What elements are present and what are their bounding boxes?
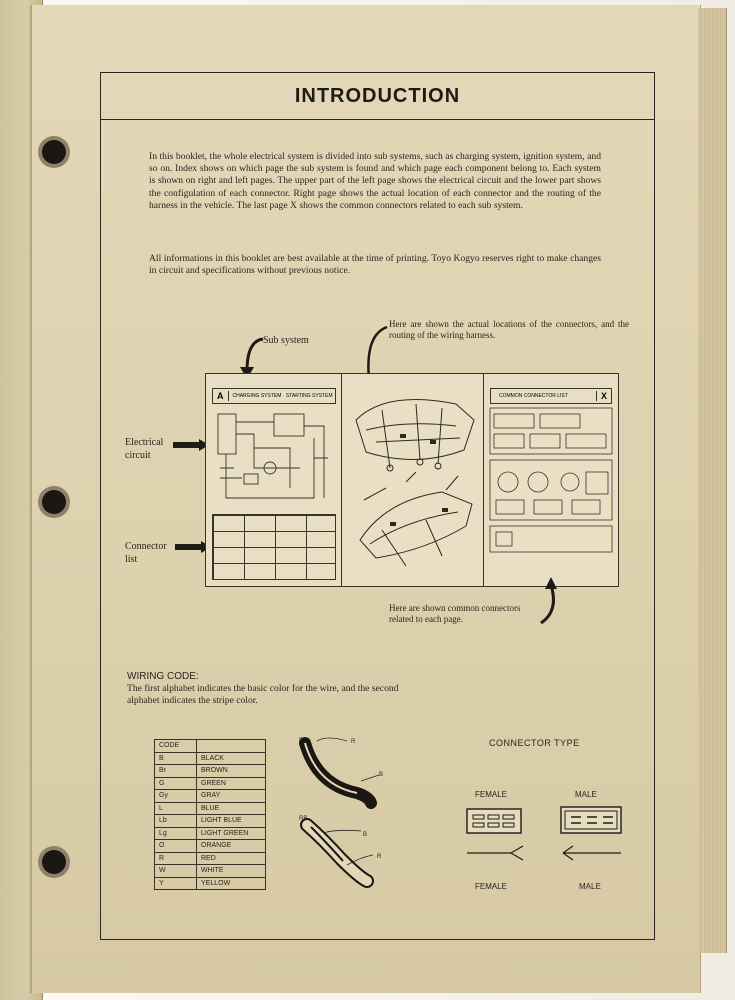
table-row xyxy=(155,877,266,890)
male-connector-icon xyxy=(559,805,625,837)
wire-color-cell: WHITE xyxy=(197,865,266,878)
table-row xyxy=(155,815,266,828)
wiring-code-heading: WIRING CODE: xyxy=(127,671,199,682)
wire2-label-r: R xyxy=(377,854,382,860)
wire-color-cell: BROWN xyxy=(197,765,266,778)
table-row xyxy=(155,765,266,778)
wire-sample-rb xyxy=(297,819,387,889)
table-row xyxy=(155,840,266,853)
female-terminal-symbol xyxy=(465,843,527,863)
table-row xyxy=(155,802,266,815)
male-label-top: MALE xyxy=(575,790,597,799)
female-connector-icon xyxy=(465,807,525,837)
circuit-drawing xyxy=(214,408,334,506)
wire-code-cell: B xyxy=(155,752,197,765)
connector-list-label-1: Connector xyxy=(125,541,167,552)
wire2-code: RB xyxy=(299,816,308,822)
binder-hole-middle xyxy=(42,490,66,514)
common-page-letter: X xyxy=(596,391,611,401)
wire-color-cell: ORANGE xyxy=(197,840,266,853)
wire-code-cell: Br xyxy=(155,765,197,778)
binder-hole-bottom xyxy=(42,850,66,874)
electrical-circuit-label-1: Electrical xyxy=(125,437,164,448)
wire-color-cell: BLUE xyxy=(197,802,266,815)
wire-color-cell: BLACK xyxy=(197,752,266,765)
wire-color-cell: YELLOW xyxy=(197,877,266,890)
wiring-code-table xyxy=(154,739,266,890)
wire2-label-b: B xyxy=(363,832,368,838)
wire-color-cell: GREEN xyxy=(197,777,266,790)
sample-harness-page xyxy=(341,373,485,587)
sub-system-label: Sub system xyxy=(263,335,309,346)
table-row xyxy=(155,852,266,865)
female-label-bottom: FEMALE xyxy=(475,882,508,891)
page-stack-edge xyxy=(698,8,727,953)
table-row xyxy=(155,865,266,878)
common-connectors-arrow xyxy=(535,575,565,627)
connector-list-grid xyxy=(212,514,336,580)
wire-color-cell: GRAY xyxy=(197,790,266,803)
color-column-header xyxy=(197,740,266,753)
page-frame xyxy=(100,72,655,940)
binder-hole-top xyxy=(42,140,66,164)
page-title: INTRODUCTION xyxy=(101,73,654,120)
male-terminal-symbol xyxy=(559,843,625,863)
wire-code-cell: Lb xyxy=(155,815,197,828)
wire-code-cell: R xyxy=(155,852,197,865)
table-row xyxy=(155,827,266,840)
connector-type-heading: CONNECTOR TYPE xyxy=(489,738,580,748)
common-page-header-text: COMMON CONNECTOR LIST xyxy=(499,393,568,399)
table-header-row xyxy=(155,740,266,753)
sample-page-letter: A xyxy=(213,391,229,401)
common-page-header xyxy=(490,388,612,404)
wire1-code: BR xyxy=(299,738,308,744)
sample-page-header-text: CHARGING SYSTEM · STARTING SYSTEM xyxy=(232,393,333,399)
wire-code-cell: L xyxy=(155,802,197,815)
connector-list-label-2: list xyxy=(125,554,138,565)
table-row xyxy=(155,752,266,765)
wiring-code-rows xyxy=(155,752,266,890)
code-column-header: CODE xyxy=(155,740,197,753)
sample-circuit-page xyxy=(205,373,343,587)
wire-sample-br xyxy=(297,737,387,807)
wire-code-cell: O xyxy=(155,840,197,853)
wire-code-cell: G xyxy=(155,777,197,790)
common-connectors-drawing xyxy=(490,408,612,578)
wire-color-cell: LIGHT GREEN xyxy=(197,827,266,840)
locations-label: Here are shown the actual locations of the connectors, and the routing of the wiring harness. xyxy=(389,319,629,340)
notice-paragraph: All informations in this booklet are best available at the time of printing. Toyo Kogyo reserves right to make changes in circuit and specifications without previous notice. xyxy=(149,253,601,277)
male-label-bottom: MALE xyxy=(579,882,601,891)
wire-color-cell: RED xyxy=(197,852,266,865)
wire-color-cell: LIGHT BLUE xyxy=(197,815,266,828)
wire-code-cell: Gy xyxy=(155,790,197,803)
wire-code-cell: Y xyxy=(155,877,197,890)
table-row xyxy=(155,777,266,790)
sample-page-header xyxy=(212,388,336,404)
wire1-label-b: B xyxy=(379,772,384,778)
intro-paragraph: In this booklet, the whole electrical system is divided into sub systems, such as charging system, ignition system, and so on. Index shows on which page the sub system is found and which page each component belong to. Each system is shown on right and left pages. The upper part of the left page shows the electrical circuit and the lower part shows the configulation of each connector. Right page shows the actual location of each connector and the routing of the harness in the vehicle. The last page X shows the common connectors related to each sub system. xyxy=(149,151,601,211)
wire-code-cell: Lg xyxy=(155,827,197,840)
wiring-code-description: The first alphabet indicates the basic color for the wire, and the second alphabet indicates the stripe color. xyxy=(127,683,399,707)
sample-common-connector-page xyxy=(483,373,619,587)
wire1-label-r: R xyxy=(351,739,356,745)
table-row xyxy=(155,790,266,803)
female-label-top: FEMALE xyxy=(475,790,508,799)
electrical-circuit-label-2: circuit xyxy=(125,450,151,461)
wire-code-cell: W xyxy=(155,865,197,878)
harness-drawing xyxy=(346,380,480,580)
common-connectors-label: Here are shown common connectors related to each page. xyxy=(389,603,521,624)
